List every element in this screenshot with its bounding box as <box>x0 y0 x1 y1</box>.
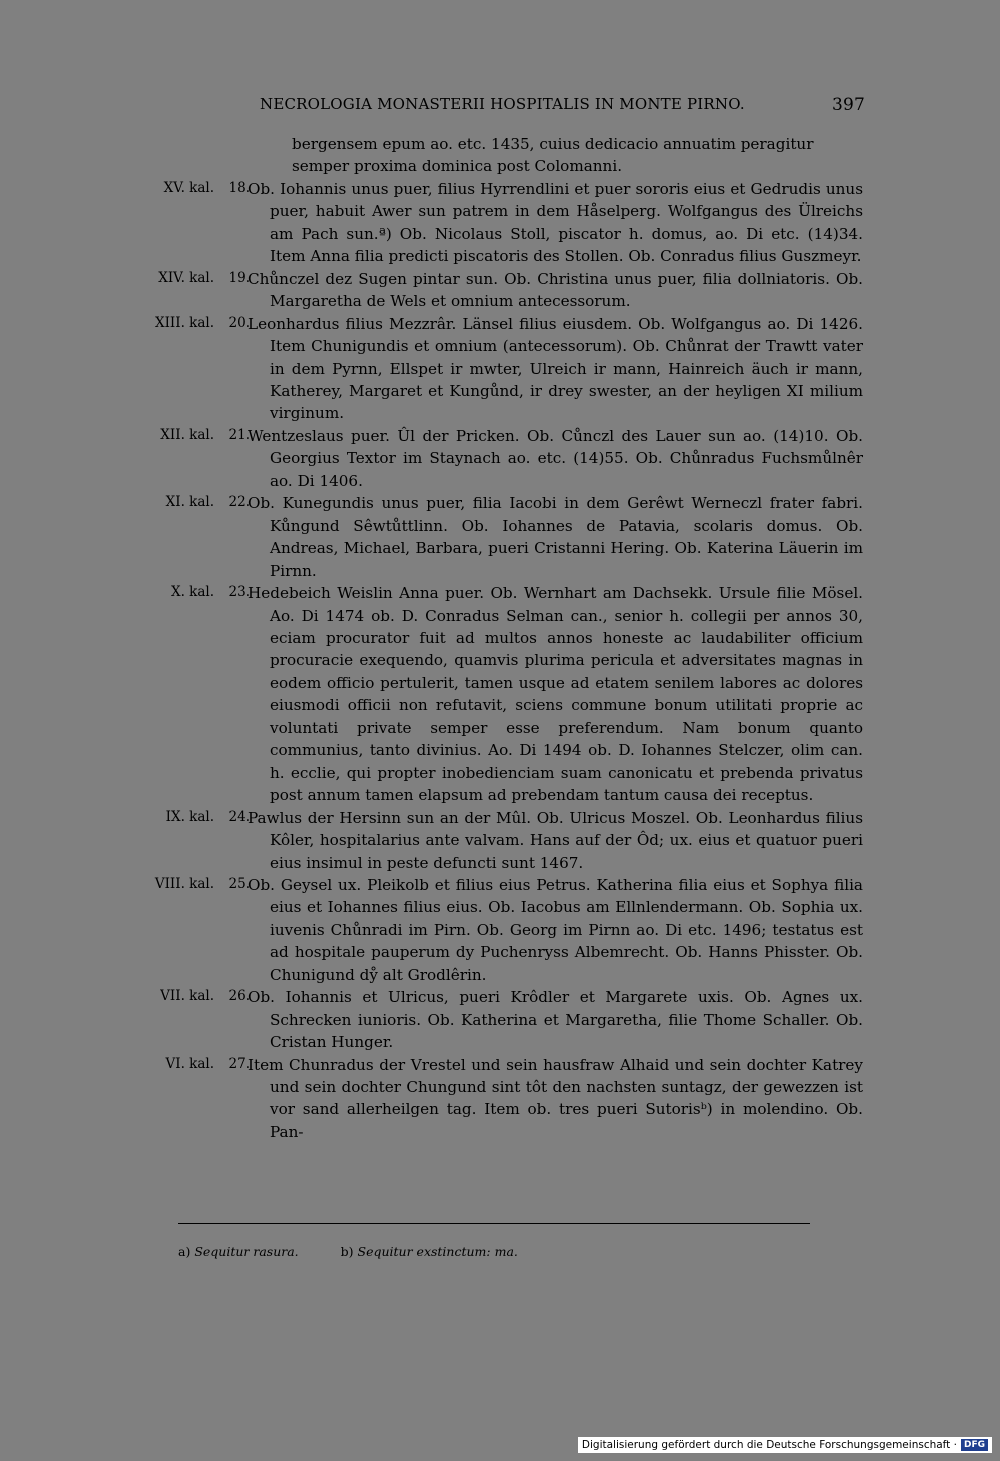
calendar-date: X. kal. <box>170 584 214 601</box>
intro-line: bergensem epum ao. etc. 1435, cuius dedicacio annuatim peragitur <box>292 135 814 153</box>
day-number: 22. <box>228 494 250 511</box>
entry-text: Ob. Iohannis unus puer, filius Hyrrendlini et puer sororis eius et Gedrudis unus puer, habuit Awer sun patrem in dem Håselperg. Wolfgangus des Ülreichs am Pach sun.ª) Ob. Nicolaus Stoll, piscator h. domus, ao. Di etc. (14)34. Item Anna filia predicti piscatoris des Stollen. Ob. Conradus filius Guszmeyr. <box>248 179 863 266</box>
calendar-date: VII. kal. <box>160 988 214 1005</box>
calendar-date: XIV. kal. <box>158 269 214 286</box>
entry-text: Ob. Geysel ux. Pleikolb et filius eius Petrus. Katherina filia eius et Sophya filia eius et Iohannes filius eius. Ob. Iacobus am Ellnlendermann. Ob. Sophia ux. iuvenis Chůnradi im Pirn. Ob. Georg im Pirnn ao. Di etc. 1496; testatus est ad hospitale pauperum dy Puchenryss Albemrecht. Ob. Hanns Phisster. Ob. Chunigund dẙ alt Grodlêrin. <box>248 875 863 984</box>
entry-xii-kal <box>0 425 1000 492</box>
footnote-mark: a) <box>178 1244 191 1259</box>
footnote-a <box>178 1244 299 1259</box>
entry-vii-kal <box>0 986 1000 1053</box>
entry-text: Item Chunradus der Vrestel und sein hausfraw Alhaid und sein dochter Katrey und sein dochter Chungund sint tôt den nachsten suntagz, der gewezzen ist vor sand allerheilgen tag. Item ob. tres pueri Sutorisᵇ) in molendino. Ob. Pan- <box>248 1055 863 1141</box>
entry-text: Ob. Iohannis et Ulricus, pueri Krôdler et Margarete uxis. Ob. Agnes ux. Schrecken iunioris. Ob. Katherina et Margaretha, filie Thome Schaller. Ob. Cristan Hunger. <box>248 988 863 1052</box>
footnote-text: Sequitur rasura. <box>194 1244 299 1259</box>
day-number: 20. <box>228 314 250 331</box>
entry-text: Wentzeslaus puer. Ûl der Pricken. Ob. Cůnczl des Lauer sun ao. (14)10. Ob. Georgius Textor im Staynach ao. etc. (14)55. Ob. Chůnradus Fuchsmůlnêr ao. Di 1406. <box>248 426 863 490</box>
calendar-date: VI. kal. <box>165 1055 214 1072</box>
entry-text: Chůnczel dez Sugen pintar sun. Ob. Christina unus puer, filia dollniatoris. Ob. Margaretha de Wels et omnium antecessorum. <box>248 269 863 311</box>
calendar-date: XV. kal. <box>163 179 214 196</box>
dfg-logo-icon: DFG <box>961 1439 988 1451</box>
calendar-date: XI. kal. <box>165 494 214 511</box>
calendar-date: VIII. kal. <box>154 875 214 892</box>
entry-text: Ob. Kunegundis unus puer, filia Iacobi in dem Gerêwt Werneczl frater fabri. Kůngund Sêwtůttlinn. Ob. Iohannes de Patavia, scolaris domus. Ob. Andreas, Michael, Barbara, pueri Cristanni Hering. Ob. Katerina Läuerin im Pirnn. <box>248 494 863 580</box>
entry-vi-kal <box>0 1054 1000 1144</box>
running-title: NECROLOGIA MONASTERII HOSPITALIS IN MONTE PIRNO. <box>260 95 745 113</box>
day-number: 18. <box>228 179 250 196</box>
entry-text: Hedebeich Weislin Anna puer. Ob. Wernhart am Dachsekk. Ursule filie Mösel. Ao. Di 1474 ob. D. Conradus Selman can., senior h. collegii per annos 30, eciam procurator fuit ad multos annos honeste ac laudabiliter officium procuracie exequendo, quamvis plurima pericula et adversitates magnas in eodem officio pertulerit, tamen usque ad etatem senilem labores ac dolores eiusmodi officii non refutavit, sciens commune bonum utilitati proprie ac voluntati private semper esse preferendum. Nam bonum quanto communius, tanto divinius. Ao. Di 1494 ob. D. Iohannes Stelczer, olim can. h. ecclie, qui propter inobedienciam suam canonicatu et prebenda privatus post annum tamen elapsum ad prebendam tantum causa dei receptus. <box>248 584 863 805</box>
entry-xv-kal <box>0 178 1000 268</box>
day-number: 19. <box>228 269 250 286</box>
entry-ix-kal <box>0 807 1000 874</box>
day-number: 23. <box>228 584 250 601</box>
calendar-date: XIII. kal. <box>154 314 214 331</box>
necrology-entries <box>0 133 1000 1143</box>
footnote-rule <box>178 1223 810 1224</box>
entry-xi-kal <box>0 492 1000 582</box>
intro-entry <box>0 133 1000 178</box>
footnotes <box>178 1244 556 1259</box>
day-number: 24. <box>228 808 250 825</box>
intro-line: semper proxima dominica post Colomanni. <box>292 157 623 176</box>
entry-xiv-kal <box>0 268 1000 313</box>
day-number: 27. <box>228 1055 250 1072</box>
digitization-credit <box>578 1437 992 1453</box>
entry-viii-kal <box>0 874 1000 986</box>
page-number: 397 <box>831 95 865 115</box>
entry-xiii-kal <box>0 313 1000 425</box>
footnote-mark: b) <box>340 1244 354 1259</box>
calendar-date: XII. kal. <box>160 426 214 443</box>
day-number: 21. <box>228 426 250 443</box>
entry-x-kal <box>0 582 1000 807</box>
calendar-date: IX. kal. <box>165 808 214 825</box>
credit-text: Digitalisierung gefördert durch die Deutsche Forschungsgemeinschaft · <box>581 1439 957 1451</box>
day-number: 26. <box>228 988 250 1005</box>
footnote-b <box>341 1244 518 1259</box>
entry-text: Leonhardus filius Mezzrâr. Länsel filius eiusdem. Ob. Wolfgangus ao. Di 1426. Item Chunigundis et omnium (antecessorum). Ob. Chůnrat der Trawtt vater in dem Pyrnn, Ellspet ir mwter, Ulreich ir mann, Hainreich äuch ir mann, Katherey, Margaret et Kungůnd, ir drey swester, an der heyligen XI milium virginum. <box>248 314 863 423</box>
day-number: 25. <box>228 875 250 892</box>
entry-text: Pawlus der Hersinn sun an der Mûl. Ob. Ulricus Moszel. Ob. Leonhardus filius Kôler, hospitalarius ante valvam. Hans auf der Ôd; ux. eius et quatuor pueri eius insimul in peste defuncti sunt 1467. <box>248 808 863 872</box>
footnote-text: Sequitur exstinctum: ma. <box>357 1244 518 1259</box>
